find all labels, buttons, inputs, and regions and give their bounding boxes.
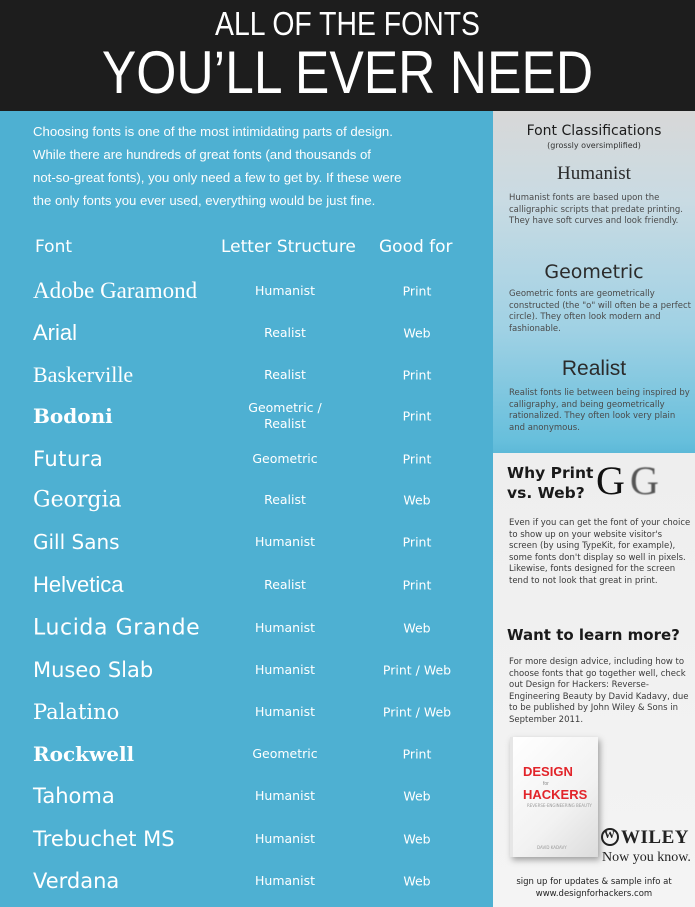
letter-structure: Realist [264, 367, 306, 382]
wiley-logo [601, 827, 689, 849]
font-name: Museo Slab [33, 658, 154, 682]
wiley-tagline: Now you know. [602, 850, 691, 865]
table-row [0, 775, 493, 817]
book-title-for: for [543, 781, 549, 787]
letter-structure: Realist [264, 577, 306, 592]
why-heading-line: vs. Web? [507, 484, 585, 502]
good-for: Print [402, 283, 432, 299]
why-heading-line: Why Print [507, 464, 594, 482]
wiley-mark-icon [601, 828, 619, 846]
font-name: Palatino [33, 700, 120, 724]
good-for: Web [403, 492, 431, 508]
pixel-glyph: G [630, 458, 659, 503]
letter-structure: Geometric [252, 746, 318, 761]
signup-note [493, 877, 695, 900]
good-for: Print [402, 367, 432, 383]
column-header-structure: Letter Structure [221, 237, 356, 257]
font-name: Bodoni [33, 404, 113, 428]
table-row [0, 860, 493, 902]
letter-structure: Humanist [255, 788, 315, 803]
font-name: Futura [33, 447, 104, 471]
table-row [0, 395, 493, 437]
book-subtitle: REVERSE-ENGINEERING BEAUTY [527, 803, 592, 808]
intro-paragraph [33, 120, 453, 212]
table-row [0, 733, 493, 775]
intro-line: Choosing fonts is one of the most intimidating parts of design. [33, 124, 393, 139]
wiley-wordmark: WILEY [621, 827, 689, 848]
geometric-description: Geometric fonts are geometrically constructed (the "o" will often be a perfect circle). They often look modern and fashionable. [509, 289, 691, 334]
table-row [0, 607, 493, 649]
good-for: Print [402, 451, 432, 467]
main-panel [0, 111, 493, 907]
table-row [0, 691, 493, 733]
good-for: Web [403, 620, 431, 636]
font-name: Tahoma [33, 784, 115, 808]
sidebar-classifications [493, 111, 695, 907]
font-name: Trebuchet MS [33, 827, 175, 851]
letter-structure: Humanist [255, 534, 315, 549]
good-for: Web [403, 831, 431, 847]
learn-more-description: For more design advice, including how to choose fonts that go together well, check out Design for Hackers: Reverse-Engineering Beauty by David Kadavy, due to be published by John Wiley & Sons in September 2011. [509, 657, 689, 725]
sidebar-title: Font Classifications [526, 123, 662, 139]
learn-more-heading: Want to learn more? [507, 626, 680, 644]
humanist-description: Humanist fonts are based upon the calligraphic scripts that predate printing. They have soft curves and look friendly. [509, 193, 683, 226]
letter-structure-line: Geometric / [248, 400, 322, 415]
good-for: Print / Web [382, 662, 452, 678]
book-cover[interactable] [510, 737, 598, 857]
why-print-vs-web-heading [507, 463, 593, 503]
good-for: Print [402, 746, 432, 762]
letter-structure-line: Realist [264, 416, 306, 431]
table-row [0, 438, 493, 480]
humanist-heading: Humanist [557, 163, 631, 184]
good-for: Web [403, 788, 431, 804]
header-banner [0, 0, 695, 111]
title-line-1: ALL OF THE FONTS [215, 5, 480, 42]
letter-structure: Geometric [252, 451, 318, 466]
table-row [0, 649, 493, 691]
why-print-vs-web-description: Even if you can get the font of your choice to show up on your website visitor's screen (by using TypeKit, for example), some fonts don't display so well in pixels. Likewise, fonts designed for the screen tend to not look that great in print. [509, 518, 691, 586]
good-for: Print [402, 408, 432, 424]
letter-structure: Realist [264, 492, 306, 507]
letter-structure: Humanist [255, 620, 315, 635]
good-for: Print [402, 534, 432, 550]
letter-structure: Realist [264, 325, 306, 340]
table-row [0, 479, 493, 521]
intro-line: not-so-great fonts), you only need a few to get by. If these were [33, 170, 402, 185]
realist-description: Realist fonts lie between being inspired by calligraphy, and being geometrically rationalized. They often look very plain and anonymous. [509, 388, 690, 433]
column-header-good-for: Good for [379, 237, 453, 257]
table-row [0, 354, 493, 396]
realist-heading: Realist [561, 357, 627, 380]
font-name: Georgia [33, 487, 122, 513]
table-row [0, 818, 493, 860]
font-name: Gill Sans [33, 530, 120, 554]
table-row [0, 564, 493, 606]
table-row [0, 312, 493, 354]
column-header-font: Font [35, 237, 73, 257]
sidebar-subtitle: (grossly oversimplified) [547, 141, 641, 150]
font-name: Baskerville [33, 362, 134, 387]
book-author: DAVID KADAVY [537, 845, 567, 850]
good-for: Print [402, 577, 432, 593]
good-for: Print / Web [382, 704, 452, 720]
letter-structure: Humanist [255, 704, 315, 719]
title-line-2: YOU’LL EVER NEED [101, 39, 594, 106]
book-title-design: DESIGN [523, 764, 573, 779]
letter-structure [222, 400, 348, 432]
signup-text: sign up for updates & sample info at [516, 877, 672, 887]
good-for: Web [403, 873, 431, 889]
font-name: Verdana [33, 869, 120, 893]
intro-line: While there are hundreds of great fonts (and thousands of [33, 147, 371, 162]
letter-structure: Humanist [255, 283, 315, 298]
table-row [0, 270, 493, 312]
good-for: Web [403, 325, 431, 341]
letter-structure: Humanist [255, 662, 315, 677]
geometric-heading: Geometric [544, 261, 644, 283]
signup-link[interactable]: www.designforhackers.com [535, 888, 653, 899]
font-name: Adobe Garamond [33, 278, 198, 303]
table-row [0, 521, 493, 563]
font-name: Lucida Grande [33, 615, 201, 641]
letter-structure: Humanist [255, 873, 315, 888]
print-glyph: G [596, 458, 625, 503]
book-title-hackers: HACKERS [523, 787, 588, 802]
intro-line: the only fonts you ever used, everything would be just fine. [33, 193, 376, 208]
font-name: Helvetica [33, 572, 124, 597]
font-name: Arial [33, 320, 78, 345]
letter-structure: Humanist [255, 831, 315, 846]
font-name: Rockwell [33, 742, 135, 766]
